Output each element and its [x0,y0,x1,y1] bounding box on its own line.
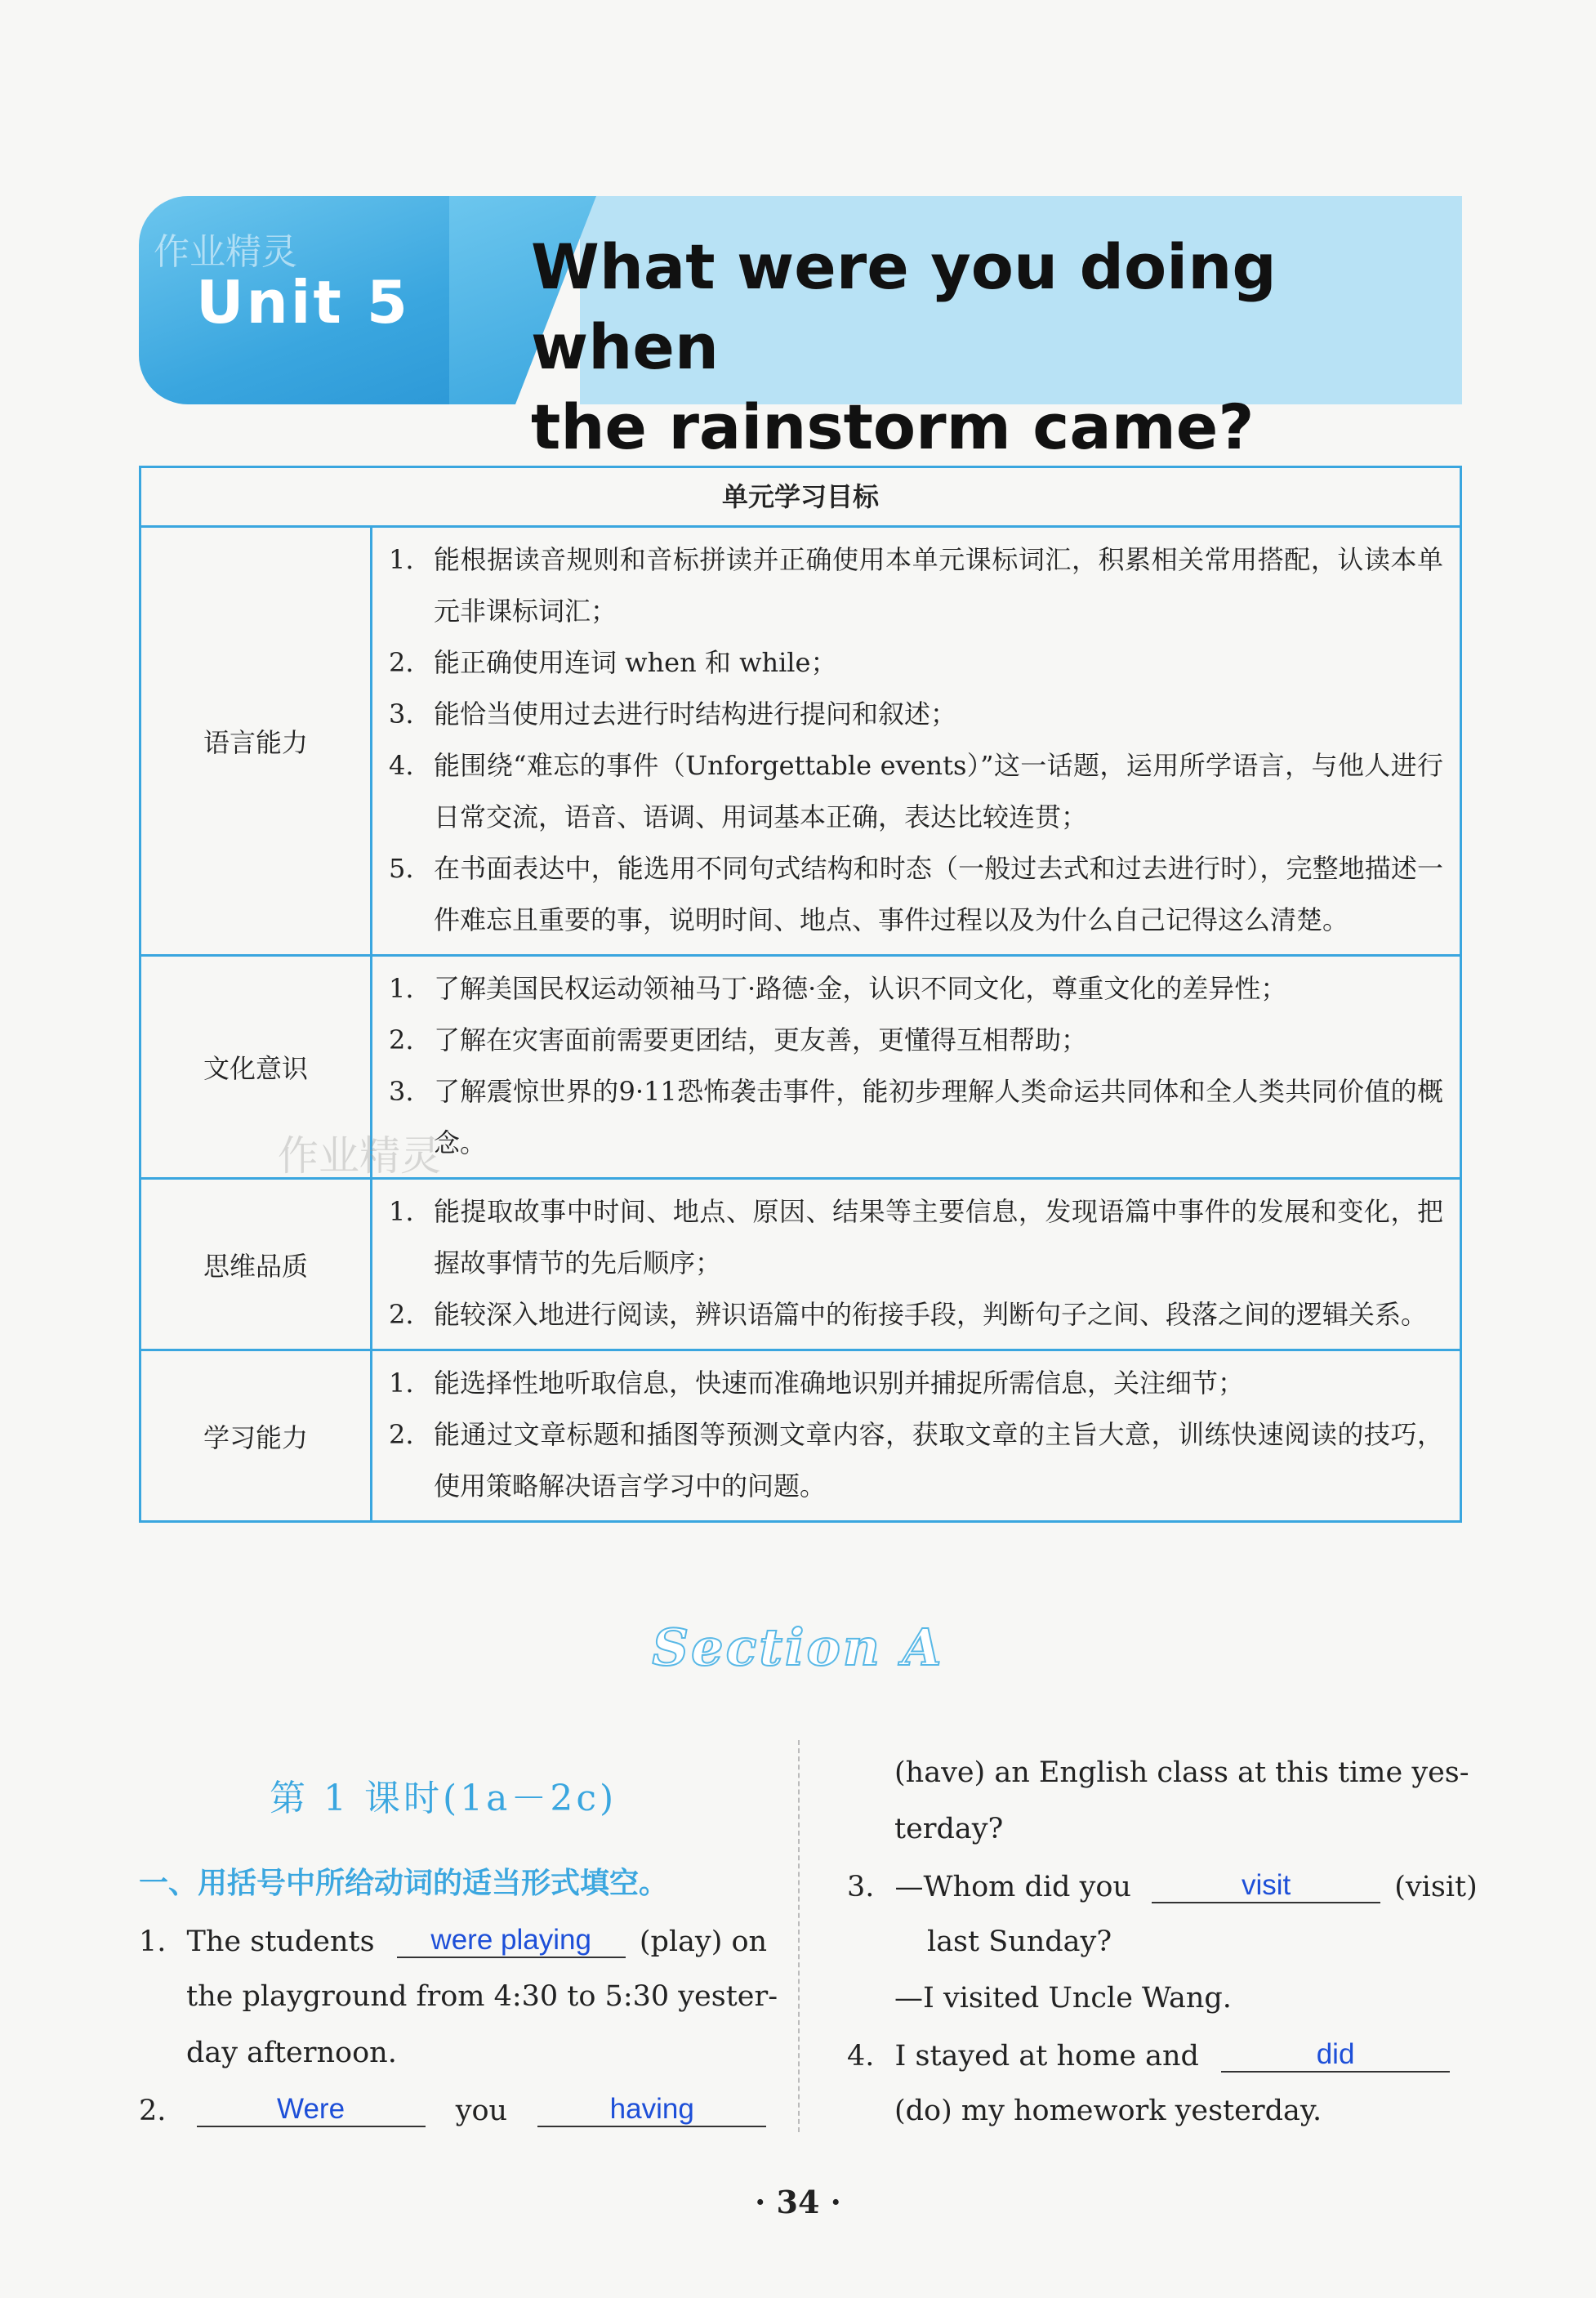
objectives-table [139,466,1462,1523]
objective-item-number: 1. [389,973,414,1004]
unit-title [531,227,1446,467]
objective-item-text: 在书面表达中，能选用不同句式结构和时态（一般过去式和过去进行时），完整地描述一件难忘且重要的事，说明时间、地点、事件过程以及为什么自己记得这么清楚。 [434,853,1443,935]
unit-label: Unit 5 [196,268,410,337]
question-1-line3: day afternoon. [186,2037,397,2069]
objective-item [389,689,1443,740]
objective-category: 思维品质 [141,1180,372,1349]
objective-items [372,528,1460,954]
objective-item-text: 能恰当使用过去进行时结构进行提问和叙述； [434,698,957,730]
unit-banner [139,196,1462,463]
answer-blank[interactable]: having [537,2093,766,2127]
objective-item [389,1186,1443,1289]
objectives-row [141,1351,1460,1520]
objective-item-text: 了解美国民权运动领袖马丁·路德·金，认识不同文化，尊重文化的差异性； [434,973,1287,1004]
objective-item-number: 2. [389,647,414,678]
objective-items [372,1180,1460,1349]
objective-item-text: 能正确使用连词 when 和 while； [434,647,837,678]
objective-category: 语言能力 [141,528,372,954]
watermark-logo: 作业精灵 [154,231,297,273]
answer-blank[interactable]: Were [197,2093,426,2127]
objective-item-text: 能根据读音规则和音标拼读并正确使用本单元课标词汇，积累相关常用搭配，认读本单元非课标词汇； [434,544,1443,627]
column-divider [798,1740,800,2132]
objective-item-number: 1. [389,1368,414,1399]
objective-item [389,1289,1443,1341]
objective-item-text: 能较深入地进行阅读，辨识语篇中的衔接手段，判断句子之间、段落之间的逻辑关系。 [434,1299,1428,1330]
question-3-line1: 3. —Whom did you visit (visit) [847,1869,1478,1903]
question-4-line1: 4. I stayed at home and did [847,2038,1450,2073]
question-1-line1: 1. The students were playing (play) on [139,1924,768,1958]
answer-blank[interactable]: did [1221,2038,1450,2073]
unit-title-line2: the rainstorm came? [531,390,1255,463]
objective-item-number: 1. [389,544,414,575]
objective-category: 文化意识 [141,957,372,1177]
objective-item-number: 3. [389,698,414,730]
objective-item-text: 能提取故事中时间、地点、原因、结果等主要信息，发现语篇中事件的发展和变化，把握故事情节的先后顺序； [434,1196,1443,1278]
objective-item [389,1358,1443,1409]
lesson-title: 第 1 课时(1a－2c) [270,1778,617,1819]
unit-title-line1: What were you doing when [531,230,1277,383]
question-2-line1: 2. Were you having [139,2093,766,2127]
exercise-heading: 一、用括号中所给动词的适当形式填空。 [139,1867,669,1900]
answer-blank[interactable]: were playing [397,1924,626,1958]
objective-item [389,1409,1443,1512]
objectives-heading: 单元学习目标 [141,468,1460,528]
objective-item-number: 2. [389,1299,414,1330]
objective-item [389,1066,1443,1169]
objectives-row [141,528,1460,957]
watermark-logo: 作业精灵 [278,1132,441,1180]
objective-item-text: 了解震惊世界的9·11恐怖袭击事件，能初步理解人类命运共同体和全人类共同价值的概念。 [434,1076,1443,1158]
objective-item [389,534,1443,637]
objective-item-number: 1. [389,1196,414,1227]
objective-item-number: 2. [389,1024,414,1055]
objective-items [372,957,1460,1177]
objective-item-number: 2. [389,1419,414,1450]
page-number: · 34 · [755,2184,841,2220]
objective-item [389,1015,1443,1066]
question-2-line3: terday? [894,1813,1004,1845]
objectives-row [141,1180,1460,1351]
objective-item-number: 3. [389,1076,414,1107]
question-1-line2: the playground from 4:30 to 5:30 yester- [186,1980,778,2013]
question-4-line2: (do) my homework yesterday. [894,2095,1322,2127]
objective-item [389,963,1443,1015]
objective-item-text: 能围绕“难忘的事件（Unforgettable events）”这一话题，运用所学语言，与他人进行日常交流，语音、语调、用词基本正确，表达比较连贯； [434,750,1443,832]
objective-item-number: 4. [389,750,414,781]
question-3-line2: last Sunday? [927,1925,1112,1958]
objective-item [389,843,1443,946]
objective-item [389,637,1443,689]
objective-item-number: 5. [389,853,414,884]
objective-item-text: 了解在灾害面前需要更团结，更友善，更懂得互相帮助； [434,1024,1088,1055]
objective-category: 学习能力 [141,1351,372,1520]
question-3-line3: —I visited Uncle Wang. [894,1982,1232,2015]
answer-blank[interactable]: visit [1152,1869,1380,1903]
objective-item-text: 能通过文章标题和插图等预测文章内容，获取文章的主旨大意，训练快速阅读的技巧，使用策略解决语言学习中的问题。 [434,1419,1443,1502]
objective-item [389,740,1443,843]
question-2-line2: (have) an English class at this time yes- [894,1756,1469,1789]
objective-items [372,1351,1460,1520]
objective-item-text: 能选择性地听取信息，快速而准确地识别并捕捉所需信息，关注细节； [434,1368,1245,1399]
section-title: Section A [652,1618,944,1677]
